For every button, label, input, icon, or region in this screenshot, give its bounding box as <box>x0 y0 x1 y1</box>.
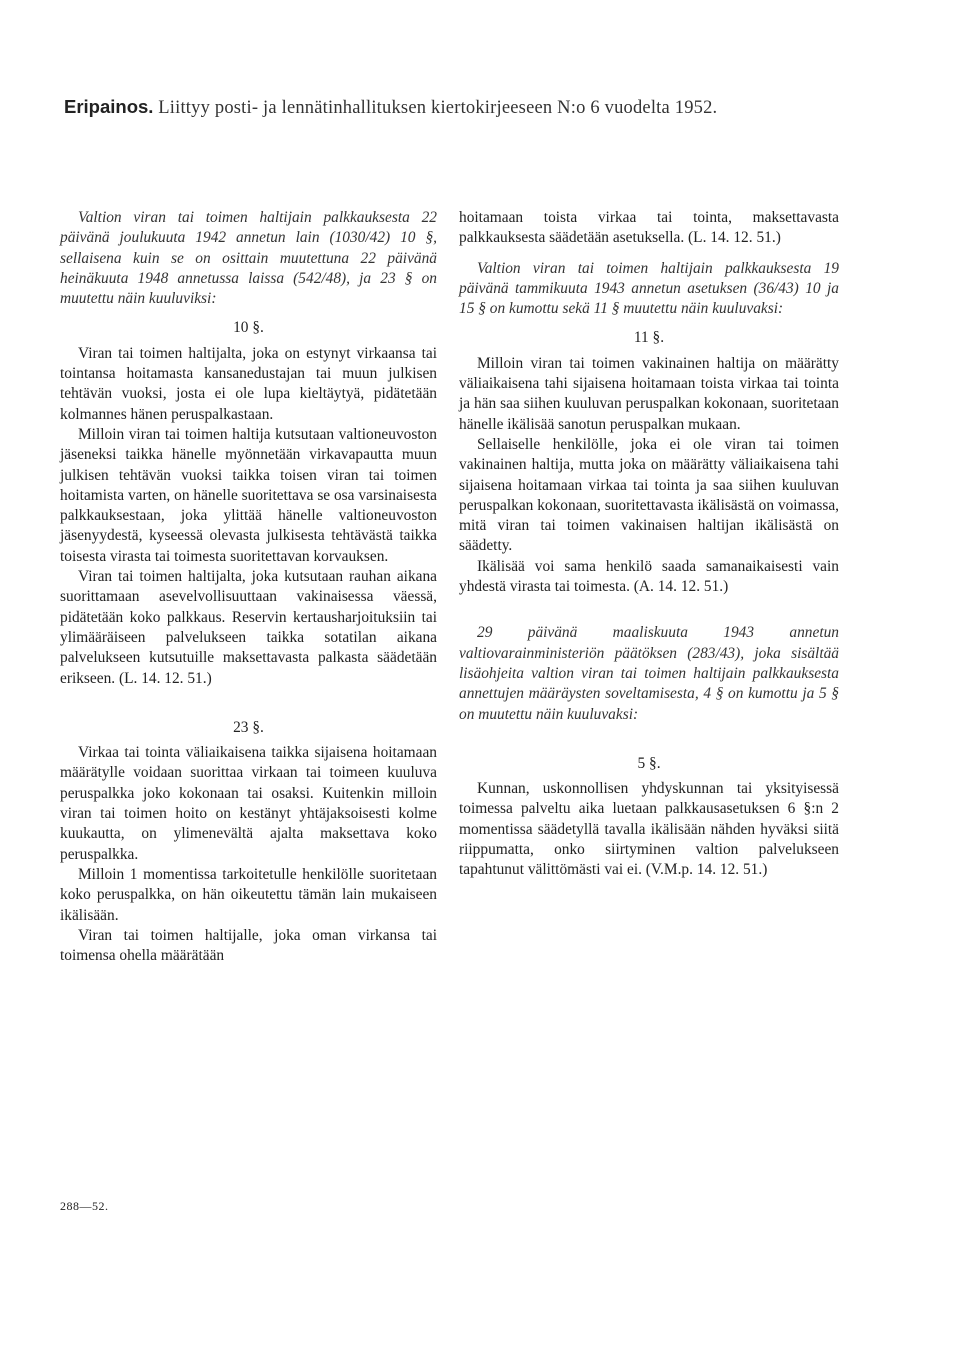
reprint-label: Eripainos. <box>64 96 154 117</box>
paragraph: Viran tai toimen haltijalta, joka kutsutaan rauhan aikana suorittamaan asevelvollisuuttaan vakinaisessa väessä, pidätetään koko palkkaus. Reservin kertausharjoituksiin tai ylimääräiseen palvelukseen taikka sotatilan aikana palvelukseen kutsutuille maksettavasta palkasta säädetään erikseen. (L. 14. 12. 51.) <box>60 568 437 687</box>
paragraph: Ikälisää voi sama henkilö saada samanaikaisesti vain yhdestä virasta tai toimesta. (A. 14. 12. 51.) <box>459 557 839 596</box>
spacer <box>459 597 839 623</box>
intro-paragraph: 29 päivänä maaliskuuta 1943 annetun valtiovarainministeriön päätöksen (283/43), joka sisältää lisäohjeita valtion viran tai toimen haltijain palkkauksesta annettujen määräysten soveltamisesta, 4 § on kumottu ja 5 § on muutettu näin kuuluvaksi: <box>459 624 839 723</box>
paragraph: Sellaiselle henkilölle, joka ei ole viran tai toimen vakinainen haltija, mutta joka on määrätty väliaikaisena tahi sijaisena hoitamaan virkaa tai tointa ja saa siihen kuuluvan peruspalkan kokonaan, suoritettavasta ikälisästä on voimassa, mitä viran tai toimen vakinaisen haltijan ikälisästä on säädetty. <box>459 435 839 555</box>
spacer <box>459 725 839 745</box>
paragraph: Milloin viran tai toimen vakinainen haltija on määrätty väliaikaisena tahi sijaisena hoitamaan toista virkaa tai tointa ja hän saa siihen kuuluvan peruspalkan kokonaan, suoritetaan hänelle ikälisää sanotun peruspalkan mukaan. <box>459 354 839 433</box>
spacer <box>459 249 839 259</box>
intro-paragraph: Valtion viran tai toimen haltijain palkkauksesta 22 päivänä joulukuuta 1942 annetun lain (1030/42) 10 §, sellaisena kuin se on osittain muutettuna 22 päivänä heinäkuuta 1948 annetussa laissa (542/48), ja 23 § on muutettu näin kuuluviksi: <box>60 209 437 308</box>
section-heading-10: 10 §. <box>233 319 264 337</box>
header-reference: Liittyy posti- ja lennätinhallituksen kiertokirjeeseen N:o 6 vuodelta 1952. <box>153 98 718 118</box>
section-heading-5: 5 §. <box>637 754 661 772</box>
document-header <box>64 96 904 119</box>
paragraph: Viran tai toimen haltijalta, joka on estynyt virkaansa tai tointansa hoitamasta kansanedustajan tai muun julkisen tehtävän vuoksi, josta ei ole lupa kieltäytyä, pidätetään kolmannes hänen peruspalkastaan. <box>60 344 437 423</box>
intro-paragraph: Valtion viran tai toimen haltijain palkkauksesta 19 päivänä tammikuuta 1943 annetun asetuksen (36/43) 10 ja 15 § on kumottu sekä 11 § muutettu näin kuuluvaksi: <box>459 259 839 318</box>
print-code: 288—52. <box>60 1199 109 1213</box>
paragraph: Kunnan, uskonnollisen yhdyskunnan tai yksityisessä toimessa palveltu aika luetaan palkkausasetuksen 6 §:n 2 momentissa säädetyllä tavalla ikälisään nähden hyväksi siitä riippumatta, onko siirtyminen valtion palvelukseen tapahtunut välittömästi vai ei. (V.M.p. 14. 12. 51.) <box>459 780 839 879</box>
right-column <box>459 208 839 881</box>
paragraph: Viran tai toimen haltijalle, joka oman virkansa tai toimensa ohella määrätään <box>60 926 437 965</box>
left-column <box>60 208 437 966</box>
spacer <box>60 689 437 709</box>
paragraph: Virkaa tai tointa väliaikaisena taikka sijaisena hoitamaan määrätylle voidaan suorittaa virkaan tai toimeen kuuluva peruspalkka joko kokonaan tai osaksi. Kuitenkin milloin viran tai toimen hoito on kestänyt yhtäjaksoisesti kolme kuukautta, on ylimenevältä ajalta maksettava koko peruspalkka. <box>60 744 437 863</box>
paragraph: Milloin viran tai toimen haltija kutsutaan valtioneuvoston jäseneksi taikka hänelle myönnetään virkavapautta muun julkisen tehtävän vuoksi taikka toisen viran tai toimen hoitamista varten, on hänelle suoritettava se osa varsinaisesta palkkauksestaan, joka ylittää hänelle valtioneuvoston jäsenyydestä, kyseessä olevasta julkisesta tehtävästä taikka toisesta virasta tai toimesta suoritettavan korvauksen. <box>60 425 437 565</box>
continued-paragraph: hoitamaan toista virkaa tai tointa, maksettavasta palkkauksesta säädetään asetuksella. (L. 14. 12. 51.) <box>459 209 839 247</box>
section-heading-11: 11 §. <box>633 329 665 347</box>
section-heading-23: 23 §. <box>233 718 264 736</box>
paragraph: Milloin 1 momentissa tarkoitetulle henkilölle suoritetaan koko peruspalkka, on hän oikeutettu tämän lain mukaiseen ikälisään. <box>60 865 437 924</box>
